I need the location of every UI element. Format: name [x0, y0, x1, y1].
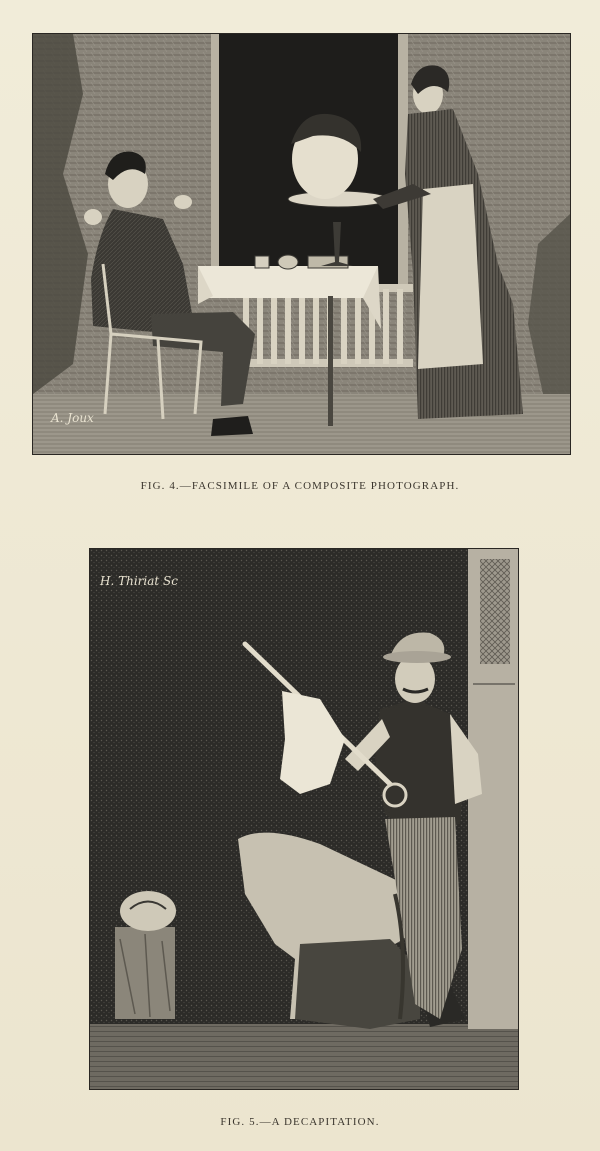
- figure-5-engraving: [89, 548, 519, 1090]
- woman-apron: [418, 184, 483, 369]
- door-frame-left: [211, 34, 219, 284]
- figure-4-caption: FIG. 4.—FACSIMILE OF A COMPOSITE PHOTOGRAPH.: [140, 480, 460, 492]
- figure-5-caption: FIG. 5.—A DECAPITATION.: [220, 1116, 380, 1128]
- figure-4-illustration: [33, 34, 570, 454]
- figure-4-engraving: [32, 33, 571, 455]
- table-leg: [328, 296, 333, 426]
- artist-signature-fig4: A. Joux: [51, 411, 94, 425]
- seated-man-shoe: [211, 416, 253, 436]
- severed-head: [120, 891, 176, 931]
- floor: [90, 1024, 518, 1089]
- artist-signature-fig5: H. Thiriat Sc: [100, 574, 178, 588]
- door-lattice-window: [480, 559, 510, 664]
- figure-5-illustration: [90, 549, 518, 1089]
- tablecloth: [198, 266, 378, 298]
